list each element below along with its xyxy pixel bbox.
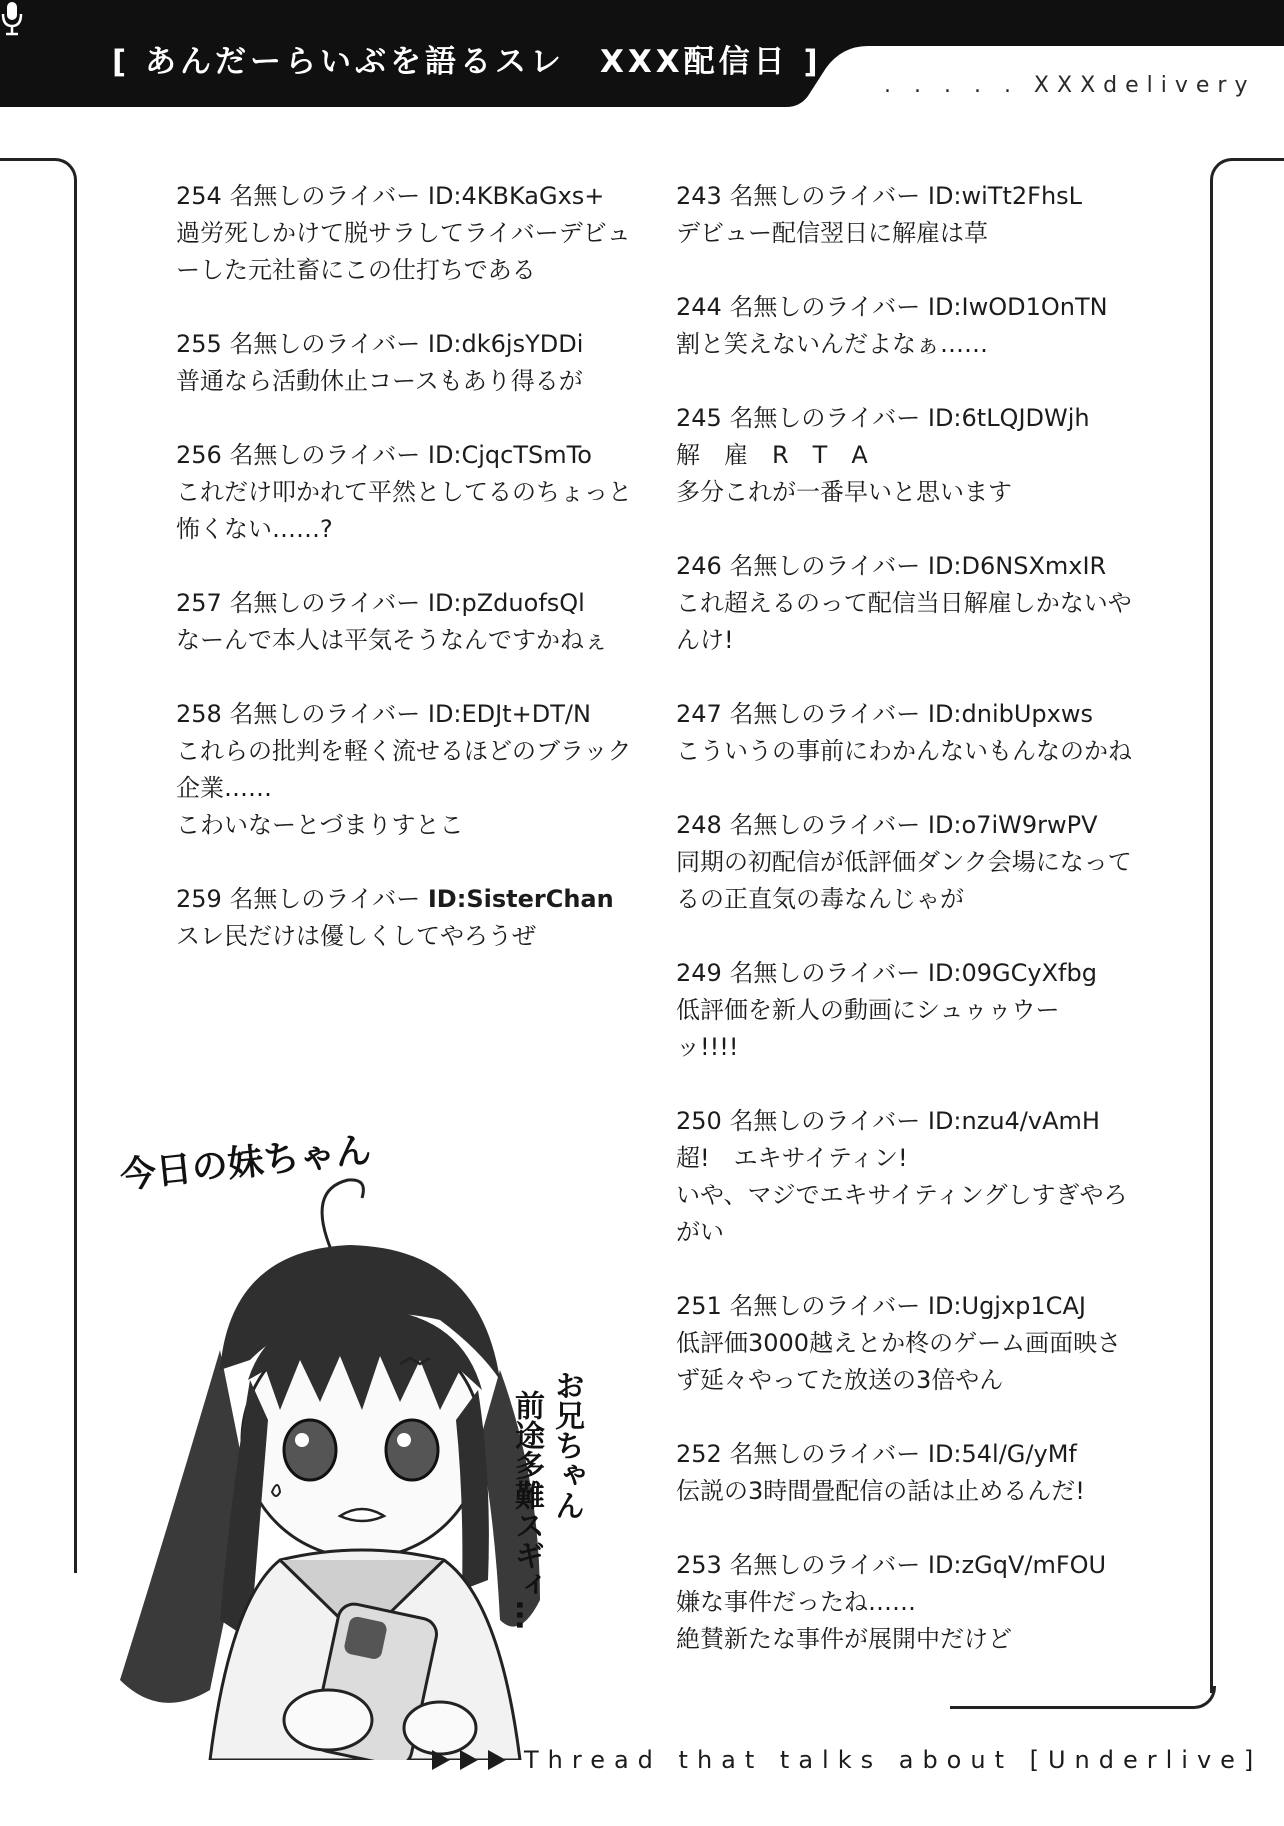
- speech-text-2: 前途多難スギィ…: [509, 1390, 544, 1630]
- post-line: ッ!!!!: [676, 1033, 739, 1061]
- frame-left-border: [0, 158, 77, 1573]
- post-line: 低評価を新人の動画にシュゥゥウー: [676, 996, 1060, 1024]
- post-line: んけ!: [676, 626, 734, 654]
- post-line: 低評価3000越えとか柊のゲーム画面映さ: [676, 1329, 1122, 1357]
- post-244: [676, 289, 1116, 363]
- thread-title: [ あんだーらいぶを語るスレ XXX配信日 ]: [112, 44, 822, 80]
- post-header: 243 名無しのライバー ID:wiTt2FhsL: [676, 182, 1083, 210]
- post-252: [676, 1436, 1116, 1510]
- post-line: 超! エキサイティン!: [676, 1144, 908, 1172]
- post-id-highlight: ID:SisterChan: [427, 885, 614, 913]
- post-header: 256 名無しのライバー ID:CjqcTSmTo: [176, 441, 592, 469]
- post-header: 250 名無しのライバー ID:nzu4/vAmH: [676, 1107, 1100, 1135]
- post-line: 普通なら活動休止コースもあり得るが: [176, 367, 583, 395]
- post-header: 249 名無しのライバー ID:09GCyXfbg: [676, 959, 1097, 987]
- post-line: これだけ叩かれて平然としてるのちょっと: [176, 478, 632, 506]
- post-header-prefix: 259 名無しのライバー: [176, 885, 428, 913]
- post-246: [676, 548, 1132, 659]
- post-header: 248 名無しのライバー ID:o7iW9rwPV: [676, 811, 1098, 839]
- post-line: デビュー配信翌日に解雇は草: [676, 219, 988, 247]
- post-254: [176, 178, 631, 289]
- post-245: [676, 400, 1116, 511]
- post-255: [176, 326, 616, 400]
- post-247: [676, 696, 1132, 770]
- post-248: [676, 807, 1132, 918]
- post-line: 絶賛新たな事件が展開中だけど: [676, 1625, 1012, 1653]
- frame-right-border: [1210, 158, 1284, 1693]
- post-line: 嫌な事件だったね……: [676, 1588, 916, 1616]
- post-line: これ超えるのって配信当日解雇しかないや: [676, 589, 1132, 617]
- post-header: 258 名無しのライバー ID:EDJt+DT/N: [176, 700, 591, 728]
- post-line: なーんで本人は平気そうなんですかねぇ: [176, 626, 608, 654]
- post-line: 過労死しかけて脱サラしてライバーデビュ: [176, 219, 631, 247]
- post-251: [676, 1288, 1122, 1399]
- post-line: 同期の初配信が低評価ダンク会場になって: [676, 848, 1132, 876]
- post-header: 253 名無しのライバー ID:zGqV/mFOU: [676, 1551, 1107, 1579]
- header-band: [0, 0, 1284, 110]
- post-header: 254 名無しのライバー ID:4KBKaGxs+: [176, 182, 605, 210]
- thread-subtitle: . . . . . XXXdelivery: [884, 73, 1256, 98]
- post-header: 244 名無しのライバー ID:IwOD1OnTN: [676, 293, 1108, 321]
- post-line: ーした元社畜にこの仕打ちである: [176, 256, 536, 284]
- post-258: [176, 696, 632, 844]
- post-line: 伝説の3時間畳配信の話は止めるんだ!: [676, 1477, 1085, 1505]
- post-header: 251 名無しのライバー ID:Ugjxp1CAJ: [676, 1292, 1086, 1320]
- post-259: [176, 881, 616, 955]
- posts-right-column: [676, 178, 1132, 1695]
- post-250: [676, 1103, 1128, 1251]
- post-line: こわいなーとづまりすとこ: [176, 811, 464, 839]
- post-249: [676, 955, 1116, 1066]
- footer-arrows-icon: [432, 1748, 512, 1772]
- post-header: 247 名無しのライバー ID:dnibUpxws: [676, 700, 1093, 728]
- post-header: 246 名無しのライバー ID:D6NSXmxIR: [676, 552, 1107, 580]
- post-256: [176, 437, 632, 548]
- post-257: [176, 585, 616, 659]
- post-header: 255 名無しのライバー ID:dk6jsYDDi: [176, 330, 584, 358]
- microphone-icon: [0, 0, 24, 36]
- speech-text-1: お兄ちゃん: [549, 1370, 584, 1520]
- post-header: 257 名無しのライバー ID:pZduofsQl: [176, 589, 585, 617]
- post-header: 252 名無しのライバー ID:54l/G/yMf: [676, 1440, 1077, 1468]
- post-line: 多分これが一番早いと思います: [676, 478, 1012, 506]
- post-line: ず延々やってた放送の3倍やん: [676, 1366, 1004, 1394]
- post-line: 解 雇 R T A: [676, 441, 868, 469]
- post-line: これらの批判を軽く流せるほどのブラック: [176, 737, 632, 765]
- post-line: 企業……: [176, 774, 272, 802]
- post-header: [176, 881, 616, 918]
- illustration-caption: 今日の妹ちゃん: [118, 1129, 374, 1197]
- footer-text: Thread that talks about [Underlive]: [524, 1746, 1263, 1774]
- post-253: [676, 1547, 1116, 1658]
- post-header: 245 名無しのライバー ID:6tLQJDWjh: [676, 404, 1090, 432]
- post-line: がい: [676, 1218, 724, 1246]
- post-line: 割と笑えないんだよなぁ……: [676, 330, 988, 358]
- post-line: いや、マジでエキサイティングしすぎやろ: [676, 1181, 1128, 1209]
- post-line: こういうの事前にわかんないもんなのかね: [676, 737, 1132, 765]
- post-line: スレ民だけは優しくしてやろうぜ: [176, 922, 536, 950]
- post-line: 怖くない……?: [176, 515, 333, 543]
- post-line: るの正直気の毒なんじゃが: [676, 885, 964, 913]
- post-243: [676, 178, 1116, 252]
- posts-left-column: [176, 178, 632, 992]
